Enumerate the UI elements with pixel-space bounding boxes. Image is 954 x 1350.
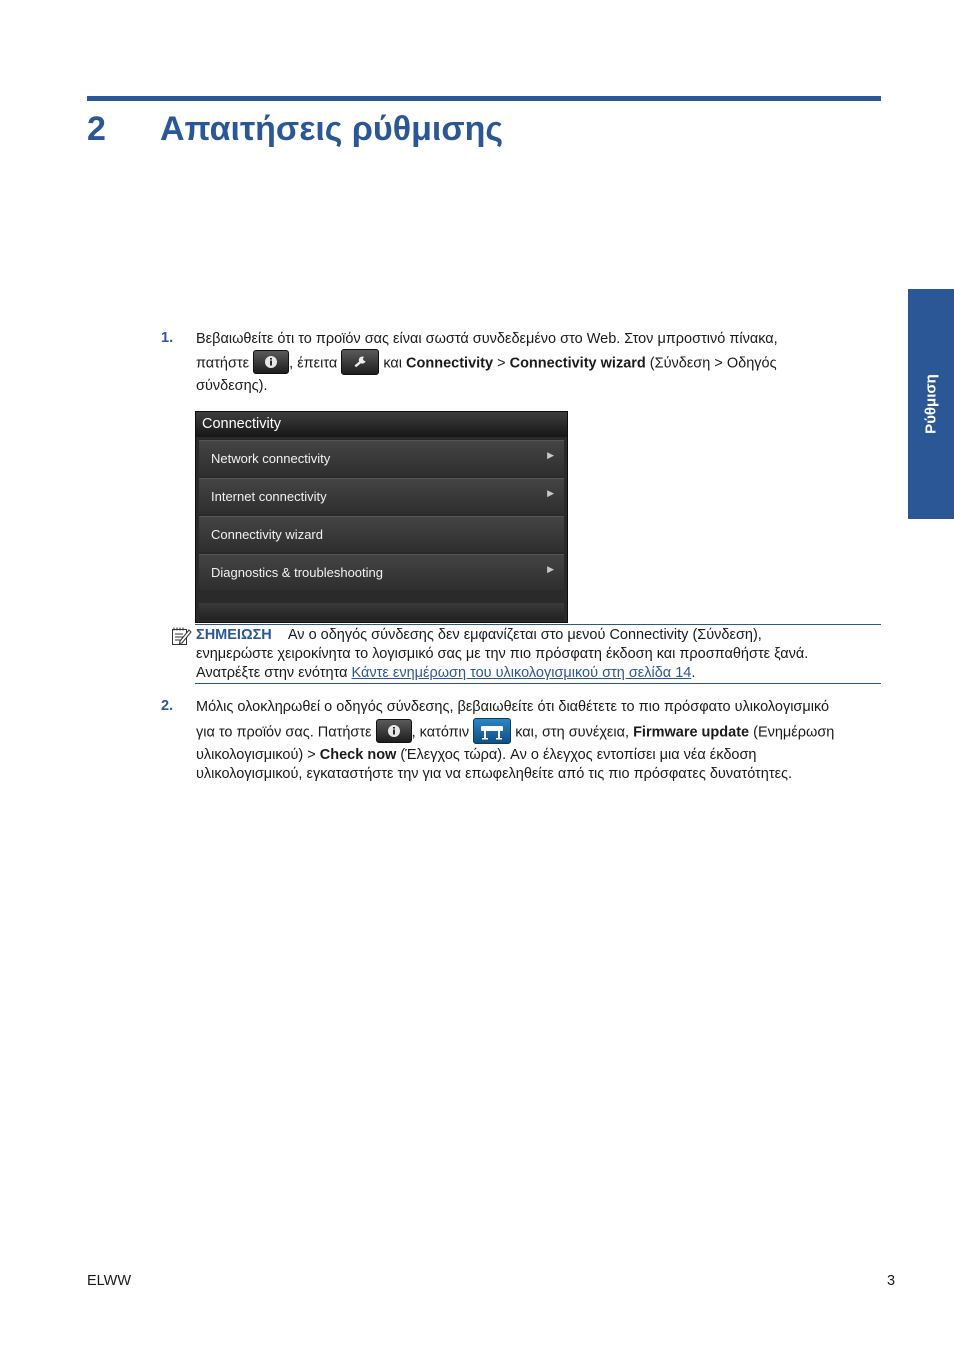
side-tab-label: Ρύθμιση bbox=[922, 374, 940, 434]
front-panel-screenshot bbox=[195, 411, 568, 623]
printer-icon bbox=[473, 718, 511, 744]
step-1-number: 1. bbox=[161, 330, 174, 346]
step-1-line-2: πατήστε , έπειτα και Connectivity > Connectivity wizard (Σύνδεση > Οδηγός bbox=[196, 352, 777, 375]
chevron-right-icon: ▶ bbox=[547, 488, 554, 498]
menu-item-network-connectivity[interactable]: Network connectivity ▶ bbox=[199, 440, 564, 476]
side-tab bbox=[908, 289, 954, 519]
step-1-line-1: Βεβαιωθείτε ότι το προϊόν σας είναι σωστά συνδεδεμένο στο Web. Στον μπροστινό πίνακα, bbox=[196, 331, 778, 347]
step-2-line-3: υλικολογισμικού) > Check now (Έλεγχος τώρα). Αν ο έλεγχος εντοπίσει μια νέα έκδοση bbox=[196, 747, 757, 763]
menu-item-connectivity-wizard[interactable]: Connectivity wizard bbox=[199, 516, 564, 552]
wrench-icon bbox=[341, 349, 379, 375]
note-line-1: ΣΗΜΕΙΩΣΗ Αν ο οδηγός σύνδεσης δεν εμφανίζεται στο μενού Connectivity (Σύνδεση), bbox=[196, 627, 762, 643]
menu-item-internet-connectivity[interactable]: Internet connectivity ▶ bbox=[199, 478, 564, 514]
step-2-number: 2. bbox=[161, 698, 174, 714]
screen-bottom-bar bbox=[199, 603, 564, 620]
chevron-right-icon: ▶ bbox=[547, 450, 554, 460]
firmware-update-link[interactable]: Κάντε ενημέρωση του υλικολογισμικού στη σελίδα 14 bbox=[351, 665, 692, 681]
note-line-2: ενημερώστε χειροκίνητα το λογισμικό σας με την πιο πρόσφατη έκδοση και προσπαθήστε ξανά. bbox=[196, 646, 809, 662]
chapter-number: 2 bbox=[87, 110, 106, 148]
note-line-3: Ανατρέξτε στην ενότητα Κάντε ενημέρωση του υλικολογισμικού στη σελίδα 14. bbox=[196, 665, 696, 681]
note-top-rule bbox=[195, 624, 881, 625]
footer-left: ELWW bbox=[87, 1273, 132, 1289]
menu-item-diagnostics[interactable]: Diagnostics & troubleshooting ▶ bbox=[199, 554, 564, 590]
step-2-line-1: Μόλις ολοκληρωθεί ο οδηγός σύνδεσης, βεβαιωθείτε ότι διαθέτετε το πιο πρόσφατο υλικολογισμικό bbox=[196, 699, 830, 715]
step-2-line-4: υλικολογισμικού, εγκαταστήστε την για να επωφεληθείτε από τις πιο πρόσφατες δυνατότητες. bbox=[196, 766, 793, 782]
info-icon bbox=[376, 719, 412, 743]
screen-title: Connectivity bbox=[196, 412, 567, 437]
step-1-line-3: σύνδεσης). bbox=[196, 378, 268, 394]
chapter-title: Απαιτήσεις ρύθμισης bbox=[160, 110, 504, 148]
chevron-right-icon: ▶ bbox=[547, 564, 554, 574]
note-bottom-rule bbox=[195, 683, 881, 684]
chapter-rule bbox=[87, 96, 881, 101]
step-2-line-2: για το προϊόν σας. Πατήστε , κατόπιν και, στη συνέχεια, Firmware update (Ενημέρωση bbox=[196, 721, 834, 744]
note-label: ΣΗΜΕΙΩΣΗ bbox=[196, 627, 272, 643]
note-icon bbox=[171, 626, 192, 647]
page-number: 3 bbox=[887, 1273, 896, 1289]
info-icon bbox=[253, 350, 289, 374]
